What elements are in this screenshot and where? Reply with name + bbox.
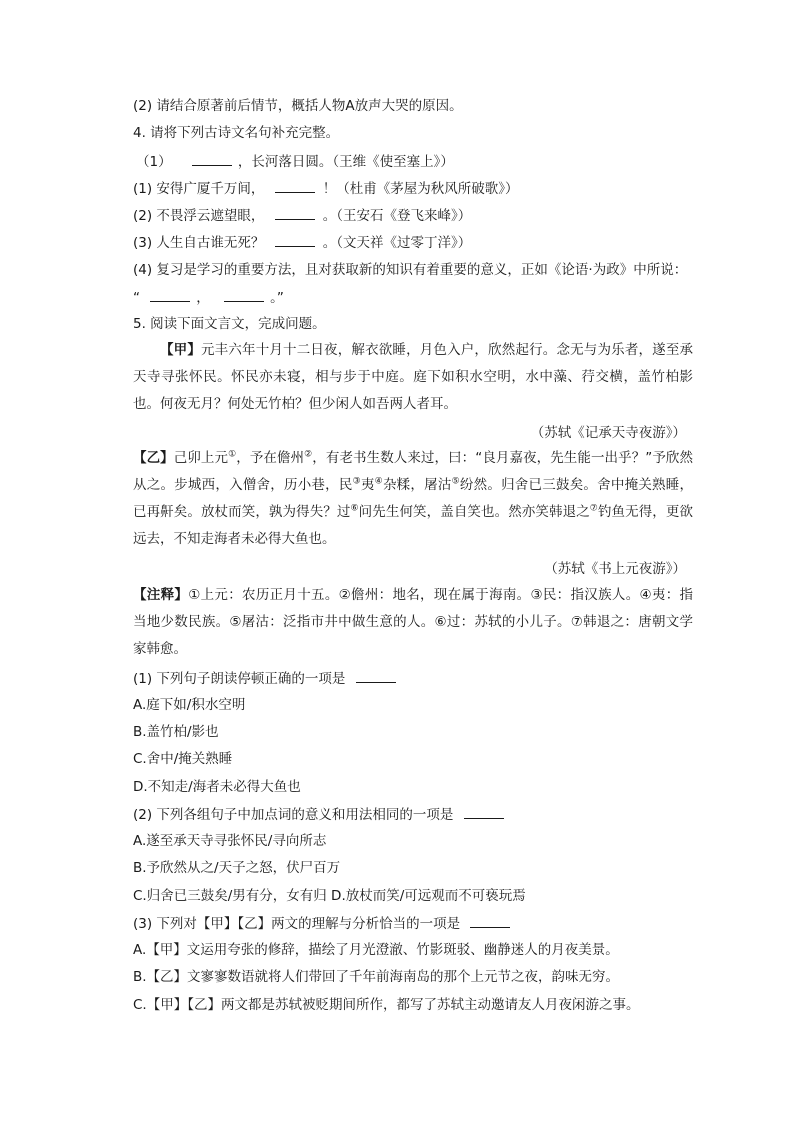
answer-blank[interactable] — [275, 205, 315, 220]
q5-sub2-option-b[interactable]: B.予欣然从之/天子之怒，伏尸百万 — [133, 860, 341, 876]
passage-jia: 【甲】元丰六年十月十二日夜，解衣欲睡，月色入户，欣然起行。念无与为乐者，遂至承天寺寻张怀民。怀民亦未寝，相与步于中庭。庭下如积水空明，水中藻、荇交横，盖竹柏影也。何夜无月？何处无竹柏？但少闲人如吾两人者耳。 — [133, 342, 694, 412]
answer-blank[interactable] — [192, 151, 232, 166]
q4-item-4-line2: “ ， 。” — [133, 287, 284, 308]
q5-sub1-option-d[interactable]: D.不知走/海者未必得大鱼也 — [133, 779, 301, 795]
answer-blank[interactable] — [464, 804, 504, 819]
answer-blank[interactable] — [356, 668, 396, 683]
q5-sub2-option-a[interactable]: A.遂至承天寺寻张怀民/寻向所志 — [133, 833, 327, 849]
q5-sub3: (3) 下列对【甲】【乙】两文的理解与分析恰当的一项是 — [133, 913, 510, 934]
answer-blank[interactable] — [470, 913, 510, 928]
passage-jia-tag: 【甲】 — [160, 342, 202, 358]
q5-sub2-option-cd[interactable]: C.归舍已三鼓矣/男有分，女有归 D.放杖而笑/可远观而不可亵玩焉 — [133, 888, 526, 904]
q5-sub1-option-b[interactable]: B.盖竹柏/影也 — [133, 724, 219, 740]
annotations-tag: 【注释】 — [133, 587, 189, 603]
prev-question-sub2: (2) 请结合原著前后情节，概括人物A放声大哭的原因。 — [133, 98, 463, 114]
q5-sub1-option-a[interactable]: A.庭下如/积水空明 — [133, 697, 246, 713]
passage-jia-source: （苏轼《记承天寺夜游》） — [530, 425, 686, 441]
q5-title: 5. 阅读下面文言文，完成问题。 — [133, 316, 326, 332]
q4-item-0: （1） ，长河落日圆。（王维《使至塞上》） — [136, 151, 454, 172]
q4-item-2: (2) 不畏浮云遮望眼， 。（王安石《登飞来峰》） — [133, 205, 471, 226]
answer-blank[interactable] — [275, 178, 315, 193]
passage-yi-source: （苏轼《书上元夜游》） — [544, 561, 686, 577]
q5-sub2: (2) 下列各组句子中加点词的意义和用法相同的一项是 — [133, 804, 504, 825]
q4-title: 4. 请将下列古诗文名句补充完整。 — [133, 125, 340, 141]
passage-yi-tag: 【乙】 — [133, 450, 174, 466]
answer-blank[interactable] — [150, 287, 190, 302]
annotations: 【注释】①上元：农历正月十五。②儋州：地名，现在属于海南。③民：指汉族人。④夷：指当地少数民族。⑤屠沽：泛指市井中做生意的人。⑥过：苏轼的小儿子。⑦韩退之：唐朝文学家韩愈。 — [133, 587, 693, 657]
q4-item-1: (1) 安得广厦千万间， ！（杜甫《茅屋为秋风所破歌》） — [133, 178, 518, 199]
q5-sub3-option-c[interactable]: C.【甲】【乙】两文都是苏轼被贬期间所作，都写了苏轼主动邀请友人月夜闲游之事。 — [133, 997, 640, 1013]
passage-yi: 【乙】己卯上元①，予在儋州②，有老书生数人来过，曰：“良月嘉夜，先生能一出乎？”予欣然从之。步城西，入僧舍，历小巷，民③夷④杂糅，屠沽⑤纷然。归舍已三鼓矣。舍中掩关熟睡，已再鼾矣。放杖而笑，孰为得失？过⑥问先生何笑，盖自笑也。然亦笑韩退之⑦钓鱼无得，更欲远去，不知走海者未必得大鱼也。 — [133, 449, 694, 547]
answer-blank[interactable] — [275, 232, 315, 247]
q4-item-3: (3) 人生自古谁无死？ 。（文天祥《过零丁洋》） — [133, 232, 471, 253]
answer-blank[interactable] — [224, 287, 264, 302]
q4-item-4-line1: (4) 复习是学习的重要方法，且对获取新的知识有着重要的意义，正如《论语·为政》中所说： — [133, 262, 688, 278]
q5-sub3-option-a[interactable]: A.【甲】文运用夸张的修辞，描绘了月光澄澈、竹影斑驳、幽静迷人的月夜美景。 — [133, 942, 619, 958]
q5-sub1: (1) 下列句子朗读停顿正确的一项是 — [133, 668, 396, 689]
q5-sub3-option-b[interactable]: B.【乙】文寥寥数语就将人们带回了千年前海南岛的那个上元节之夜，韵味无穷。 — [133, 969, 620, 985]
q5-sub1-option-c[interactable]: C.舍中/掩关熟睡 — [133, 751, 233, 767]
